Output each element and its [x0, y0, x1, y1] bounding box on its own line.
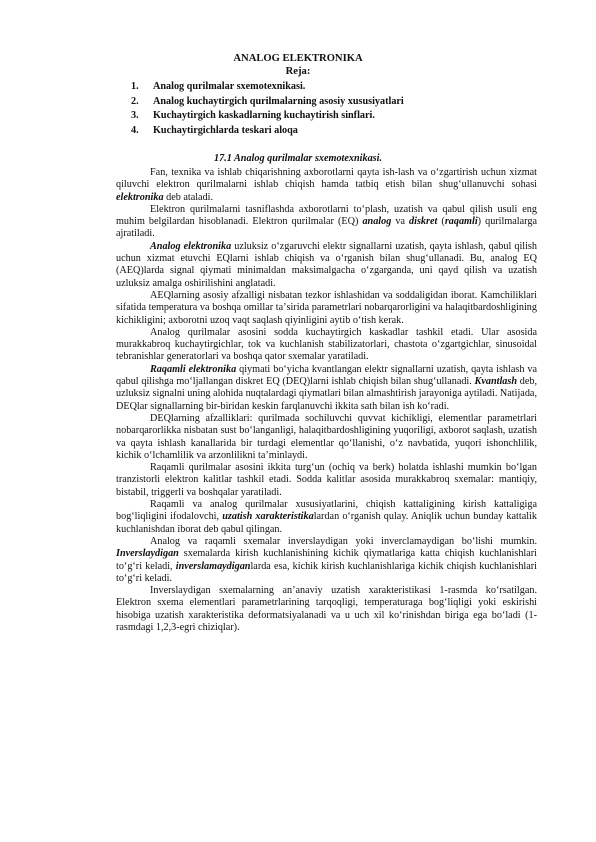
body-paragraph — [116, 462, 537, 499]
plan-item — [131, 96, 404, 111]
body-paragraph — [116, 585, 537, 634]
plan-heading: Reja: — [285, 66, 311, 77]
emphasized-term: Analog elektronika — [150, 240, 232, 252]
body-paragraph — [116, 499, 537, 536]
body-paragraph — [116, 167, 537, 204]
plan-item-number: 1. — [131, 81, 139, 92]
text-run: qiymati boʻyicha kvantlangan elektr signallarni uzatish, qayta ishlash va qabul qilishga moʻljallangan diskret EQ (DEQ)larni ishlab chiqish bilan shugʻullanadi. — [116, 363, 537, 388]
plan-item-text: Analog qurilmalar sxemotexnikasi. — [153, 81, 306, 92]
text-run: Raqamli qurilmalar asosini ikkita turgʻun (ochiq va berk) holatda ishlashi mumkin boʻlgan tranzistorli elektron kalitlar tashkil etadi. Sodda kalitlar asosida murakkabroq sxemalar: mantiqiy, bistabil, triggerli va boshqalar yaratiladi. — [116, 462, 537, 498]
body-paragraph — [116, 290, 537, 327]
text-run: lardan oʻrganish qulay. Aniqlik uchun bunday kattalik kuchlanishdan iborat deb qabul qilingan. — [116, 511, 537, 535]
body-paragraph — [116, 327, 537, 364]
plan-list — [131, 81, 404, 139]
text-run: Fan, texnika va ishlab chiqarishning axborotlarni qayta ish-lash va oʻzgartirish uchun xizmat qiluvchi elektron qurilmalarni ishlab chiqish hamda tatbiq etish bilan shugʻullanuvchi sohasi — [116, 167, 537, 191]
emphasized-term: raqamli — [444, 216, 478, 228]
document-body — [116, 167, 537, 634]
text-run: ) qurilmalarga ajratiladi. — [116, 216, 537, 240]
emphasized-term: analog — [362, 216, 392, 228]
plan-item-text: Kuchaytirgichlarda teskari aloqa — [153, 124, 298, 136]
document-title: ANALOG ELEKTRONIKA — [233, 53, 363, 64]
plan-item-text: Analog kuchaytirgich qurilmalarning asosiy xususiyatlari — [153, 95, 404, 107]
body-paragraph — [116, 413, 537, 462]
text-run: Inverslaydigan sxemalarning anʼanaviy uzatish xarakteristikasi 1-rasmda koʻrsatilgan. Elektron sxema elementlari parametrlarining tarqoqligi, temperaturaga bogʻliqligi yoki eskirishi hisobiga uzatish xarakteristika deformatsiyalanadi va u uch xil koʻrinishdan biriga ega boʻladi (1-rasmdagi 1,2,3-egri chiziqlar). — [116, 585, 537, 633]
text-run: AEQlarning asosiy afzalligi nisbatan tezkor ishlashidan va soddaligidan iborat. Kamchiliklari sifatida temperatura va boshqa omillar taʼsirida parametrlari nobarqarorligini va halaqitbardoshligining kichikligini; axborotni uzoq vaqt saqlash qiyinligini aytib oʻtish kerak. — [116, 289, 537, 326]
text-run: larda esa, kichik kirish kuchlanishlariga kichik chiqish kuchlanishlari toʻgʻri keladi. — [116, 560, 537, 584]
plan-item — [131, 81, 404, 96]
emphasized-term: elektronika — [116, 191, 164, 203]
plan-item-number: 4. — [131, 124, 139, 136]
emphasized-term: diskret — [409, 216, 438, 228]
plan-item — [131, 125, 404, 140]
text-run: va — [391, 216, 410, 228]
text-run: ( — [437, 216, 445, 228]
text-run: deb, uzluksiz signalni uning alohida nuqtalardagi qiymatlari bilan almashtirish jarayoniga aytiladi. Natijada, DEQlar signallarning bir-biridan keskin farqlanuvchi ikkita sath bilan ish koʻradi. — [116, 376, 537, 412]
body-paragraph — [116, 364, 537, 413]
text-run: deb ataladi. — [163, 191, 214, 203]
emphasized-term: uzatish xarakteristika — [222, 511, 314, 523]
text-run: Analog qurilmalar asosini sodda kuchaytirgich kaskadlar tashkil etadi. Ular asosida murakkabroq kuchaytirgichlar, tok va kuchlanish stabilizatorlari, chastota oʻzgartgichlar, sinusoidal tebranishlar generatorlari va boshqa qator sxemalar yaratiladi. — [116, 326, 537, 363]
text-run: Raqamli va analog qurilmalar xususiyatlarini, chiqish kattaligining kirish kattaligiga bogʻliqligini ifodalovchi, — [116, 499, 537, 523]
emphasized-term: Raqamli elektronika — [150, 363, 237, 375]
plan-item — [131, 110, 404, 125]
body-paragraph — [116, 241, 537, 290]
body-paragraph — [116, 204, 537, 241]
emphasized-term: Inverslaydigan — [116, 548, 179, 560]
emphasized-term: inverslamaydigan — [175, 560, 251, 572]
section-title: 17.1 Analog qurilmalar sxemotexnikasi. — [213, 153, 383, 164]
text-run: sxemalarda kirish kuchlanishining kichik qiymatlariga katta chiqish kuchlanishlari toʻgʻri keladi, — [116, 548, 537, 572]
plan-item-text: Kuchaytirgich kaskadlarning kuchaytirish sinflari. — [153, 110, 375, 121]
text-run: Analog va raqamli sxemalar inverslaydigan yoki inverclamaydigan boʻlishi mumkin. — [150, 535, 537, 547]
text-run: Elektron qurilmalarni tasniflashda axborotlarni toʻplash, uzatish va qabul qilish usuli eng muhim belgilardan hisoblanadi. Elektron qurilmalar (EQ) — [116, 203, 537, 228]
text-run: uzluksiz oʻzgaruvchi elektr signallarni uzatish, qayta ishlash, qabul qilish uchun xizmat etuvchi EQlarni ishlab chiqish va oʻrganish bilan shugʻullanadi. Bu, analog EQ (AEQ)larda signal qiymati minimaldan maksimalgacha oʻzgarganda, uni qayd qilish va uzatish uzluksiz amalga oshirilishini anglatadi. — [116, 240, 537, 289]
emphasized-term: Kvantlash — [474, 376, 518, 388]
body-paragraph — [116, 536, 537, 585]
plan-item-number: 2. — [131, 95, 139, 107]
plan-item-number: 3. — [131, 110, 139, 121]
text-run: DEQlarning afzalliklari: qurilmada sochiluvchi quvvat kichikligi, elementlar parametrlari nobarqarorlikka nisbatan sust boʻlanganligi, halaqitbardoshligining yuqoriligi, axborot saqlash, uzatish va qayta ishlash kanallarida bir turdagi elementlar qoʻllanishi, oʻz navbatida, yuqori ishonchlilik, kichik oʻlchamlilik va arzonlilikni taʼminlaydi. — [116, 412, 537, 461]
